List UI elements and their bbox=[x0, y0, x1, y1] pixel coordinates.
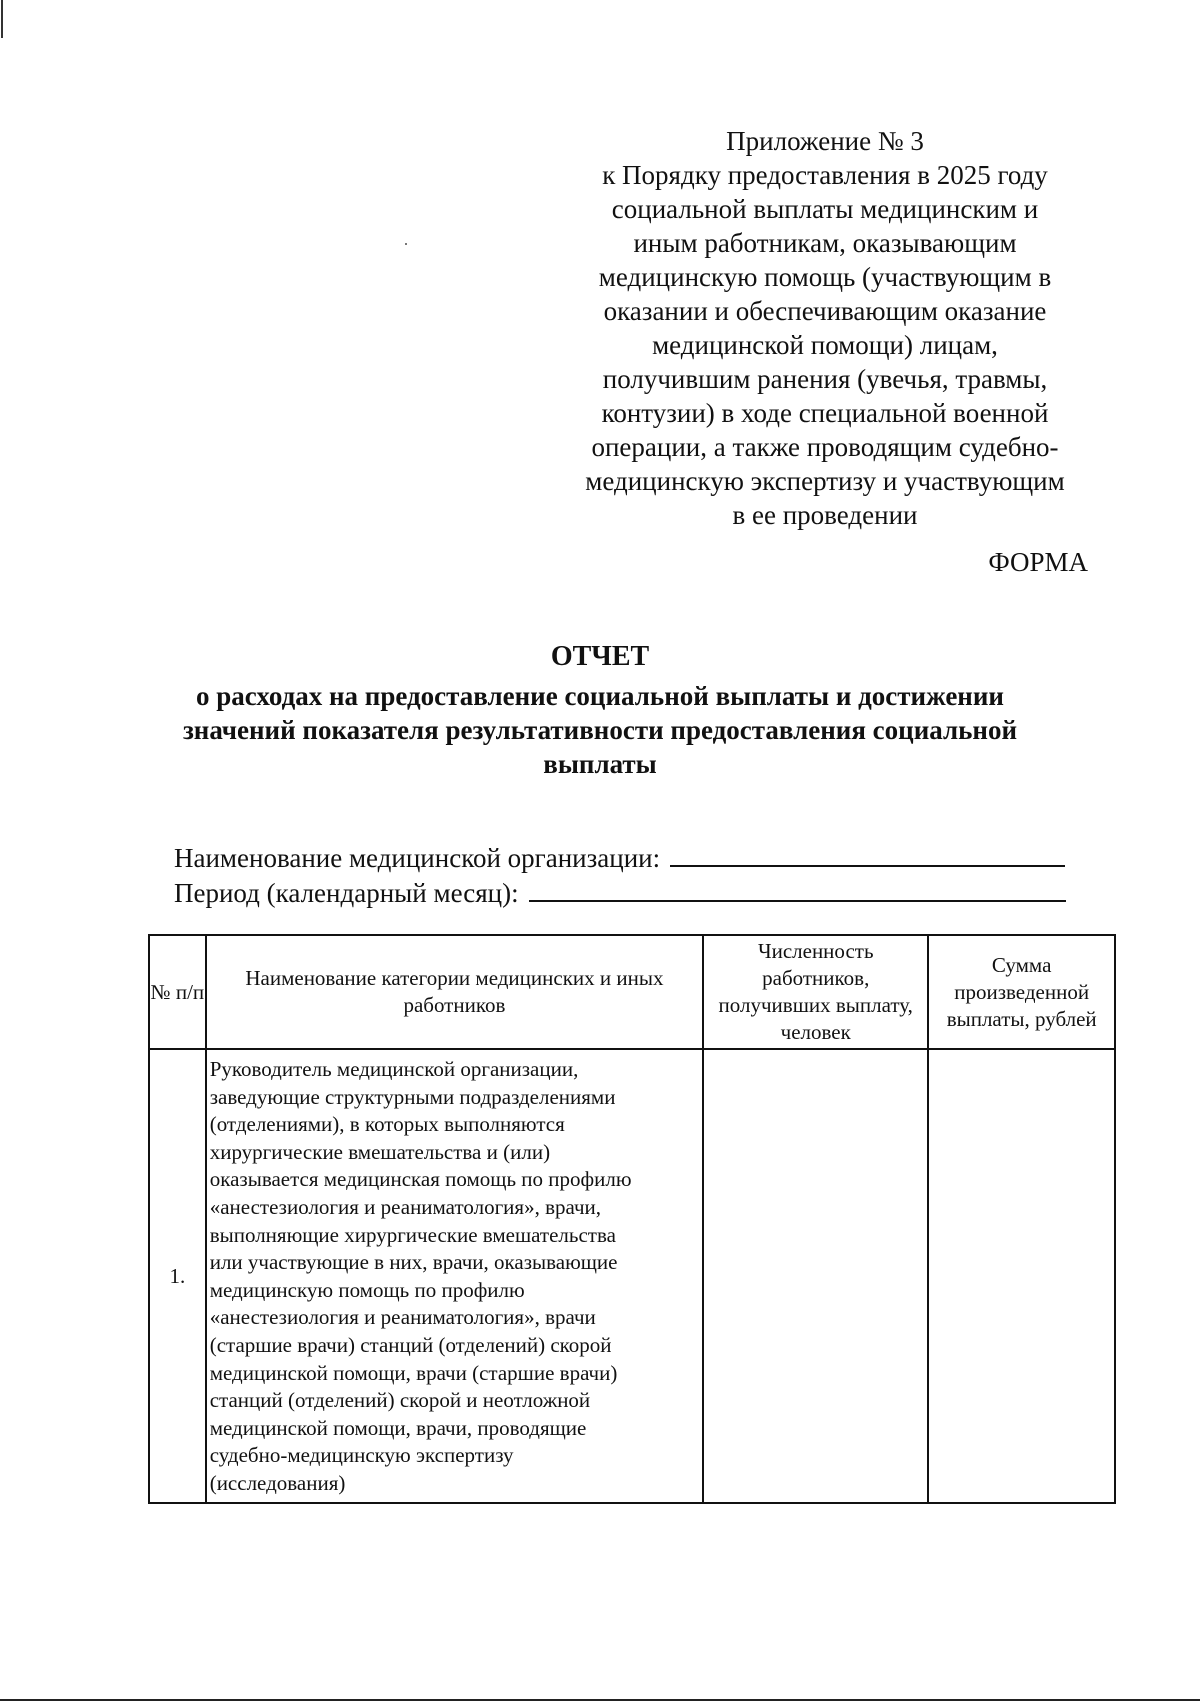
category-line: оказывается медицинская помощь по профилю bbox=[209, 1167, 632, 1192]
appendix-line: социальной выплаты медицинским и bbox=[611, 194, 1039, 224]
header-payment-sum: Сумма произведенной выплаты, рублей bbox=[928, 935, 1115, 1049]
period-label: Период (календарный месяц): bbox=[174, 878, 519, 908]
report-subtitle-line: выплаты bbox=[543, 749, 657, 779]
category-line: (старшие врачи) станций (отделений) скорой bbox=[209, 1332, 612, 1357]
report-subtitle bbox=[150, 679, 1050, 781]
appendix-line: Приложение № 3 bbox=[726, 126, 924, 156]
appendix-block bbox=[560, 124, 1090, 532]
category-line: (исследования) bbox=[209, 1470, 346, 1495]
period-blank-line[interactable] bbox=[529, 878, 1066, 902]
category-line: «анестезиология и реаниматология», врачи bbox=[209, 1305, 596, 1330]
row-worker-count-cell[interactable] bbox=[703, 1049, 928, 1503]
organization-field bbox=[174, 843, 1065, 874]
table-row bbox=[149, 1049, 1115, 1503]
report-title: ОТЧЕТ bbox=[550, 641, 650, 672]
category-line: «анестезиология и реаниматология», врачи, bbox=[209, 1194, 602, 1219]
period-field bbox=[174, 878, 1066, 909]
category-line: или участвующие в них, врачи, оказывающие bbox=[209, 1250, 618, 1275]
scan-artifact-dot bbox=[405, 243, 407, 245]
row-payment-sum-cell[interactable] bbox=[928, 1049, 1115, 1503]
form-label: ФОРМА bbox=[988, 547, 1088, 577]
appendix-line: медицинскую помощь (участвующим в bbox=[598, 262, 1052, 292]
appendix-line: получившим ранения (увечья, травмы, bbox=[602, 364, 1048, 394]
scan-artifact-left bbox=[1, 0, 3, 38]
header-category-name: Наименование категории медицинских и иных работников bbox=[206, 935, 703, 1049]
appendix-line: контузии) в ходе специальной военной bbox=[601, 398, 1049, 428]
category-line: хирургические вмешательства и (или) bbox=[209, 1139, 551, 1164]
appendix-line: к Порядку предоставления в 2025 году bbox=[602, 160, 1048, 190]
category-line: (отделениями), в которых выполняются bbox=[209, 1112, 565, 1137]
row-category-name bbox=[206, 1049, 703, 1503]
report-table bbox=[148, 934, 1116, 1504]
row-number: 1. bbox=[149, 1049, 206, 1503]
category-line: медицинскую помощь по профилю bbox=[209, 1277, 525, 1302]
category-line: заведующие структурными подразделениями bbox=[209, 1084, 616, 1109]
scan-artifact-bottom bbox=[0, 1699, 1200, 1701]
header-num: № п/п bbox=[149, 935, 206, 1049]
category-line: выполняющие хирургические вмешательства bbox=[209, 1222, 616, 1247]
category-line: станций (отделений) скорой и неотложной bbox=[209, 1388, 591, 1413]
table-header-row bbox=[149, 935, 1115, 1049]
appendix-line: медицинскую экспертизу и участвующим bbox=[585, 466, 1065, 496]
appendix-line: в ее проведении bbox=[732, 500, 918, 530]
appendix-line: иным работникам, оказывающим bbox=[633, 228, 1017, 258]
appendix-line: операции, а также проводящим судебно- bbox=[591, 432, 1059, 462]
report-subtitle-line: значений показателя результативности предоставления социальной bbox=[182, 715, 1018, 745]
organization-blank-line[interactable] bbox=[670, 843, 1065, 867]
appendix-line: оказании и обеспечивающим оказание bbox=[603, 296, 1047, 326]
header-worker-count: Численность работников, получивших выплату, человек bbox=[703, 935, 928, 1049]
report-subtitle-line: о расходах на предоставление социальной выплаты и достижении bbox=[196, 681, 1004, 711]
category-line: медицинской помощи, врачи, проводящие bbox=[209, 1415, 587, 1440]
appendix-line: медицинской помощи) лицам, bbox=[652, 330, 998, 360]
category-line: Руководитель медицинской организации, bbox=[209, 1057, 579, 1081]
category-line: судебно-медицинскую экспертизу bbox=[209, 1443, 514, 1468]
category-line: медицинской помощи, врачи (старшие врачи) bbox=[209, 1360, 618, 1385]
organization-label: Наименование медицинской организации: bbox=[174, 843, 661, 873]
